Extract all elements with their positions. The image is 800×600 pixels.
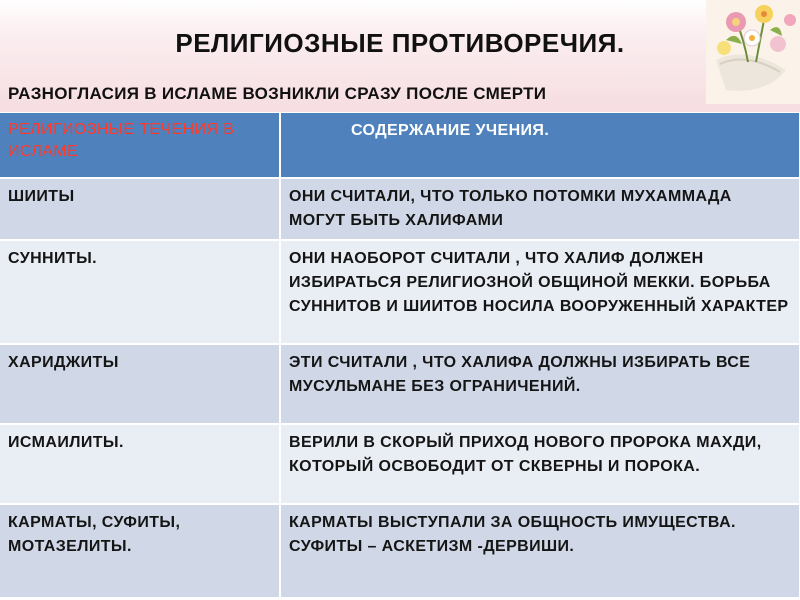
header-content: СОДЕРЖАНИЕ УЧЕНИЯ. xyxy=(280,113,800,178)
row-sunnis-name: СУННИТЫ. xyxy=(0,240,280,344)
table-row xyxy=(0,504,800,598)
table-header-row xyxy=(0,113,800,178)
teachings-table xyxy=(0,113,800,599)
page-title: РЕЛИГИОЗНЫЕ ПРОТИВОРЕЧИЯ. xyxy=(175,28,625,58)
row-kharijites-content: ЭТИ СЧИТАЛИ , ЧТО ХАЛИФА ДОЛЖНЫ ИЗБИРАТЬ ВСЕ МУСУЛЬМАНЕ БЕЗ ОГРАНИЧЕНИЙ. xyxy=(280,344,800,424)
row-qarmatians-content: КАРМАТЫ ВЫСТУПАЛИ ЗА ОБЩНОСТЬ ИМУЩЕСТВА. СУФИТЫ – АСКЕТИЗМ -ДЕРВИШИ. xyxy=(280,504,800,598)
row-ismailis-name: ИСМАИЛИТЫ. xyxy=(0,424,280,504)
page-subtitle: РАЗНОГЛАСИЯ В ИСЛАМЕ ВОЗНИКЛИ СРАЗУ ПОСЛЕ СМЕРТИ xyxy=(8,84,547,103)
row-kharijites-name: ХАРИДЖИТЫ xyxy=(0,344,280,424)
table-row xyxy=(0,344,800,424)
row-qarmatians-name: КАРМАТЫ, СУФИТЫ, МОТАЗЕЛИТЫ. xyxy=(0,504,280,598)
row-sunnis-content: ОНИ НАОБОРОТ СЧИТАЛИ , ЧТО ХАЛИФ ДОЛЖЕН ИЗБИРАТЬСЯ РЕЛИГИОЗНОЙ ОБЩИНОЙ МЕККИ. БОРЬБА СУННИТОВ И ШИИТОВ НОСИЛА ВООРУЖЕННЫЙ ХАРАКТЕР xyxy=(280,240,800,344)
row-ismailis-content: ВЕРИЛИ В СКОРЫЙ ПРИХОД НОВОГО ПРОРОКА МАХДИ, КОТОРЫЙ ОСВОБОДИТ ОТ СКВЕРНЫ И ПОРОКА. xyxy=(280,424,800,504)
row-shiites-content: ОНИ СЧИТАЛИ, ЧТО ТОЛЬКО ПОТОМКИ МУХАММАДА МОГУТ БЫТЬ ХАЛИФАМИ xyxy=(280,178,800,240)
table-row xyxy=(0,178,800,240)
row-shiites-name: ШИИТЫ xyxy=(0,178,280,240)
header-movements: РЕЛИГИОЗНЫЕ ТЕЧЕНИЯ В ИСЛАМЕ xyxy=(0,113,280,178)
table-row xyxy=(0,240,800,344)
table-row xyxy=(0,424,800,504)
flower-bouquet-icon xyxy=(706,0,800,104)
